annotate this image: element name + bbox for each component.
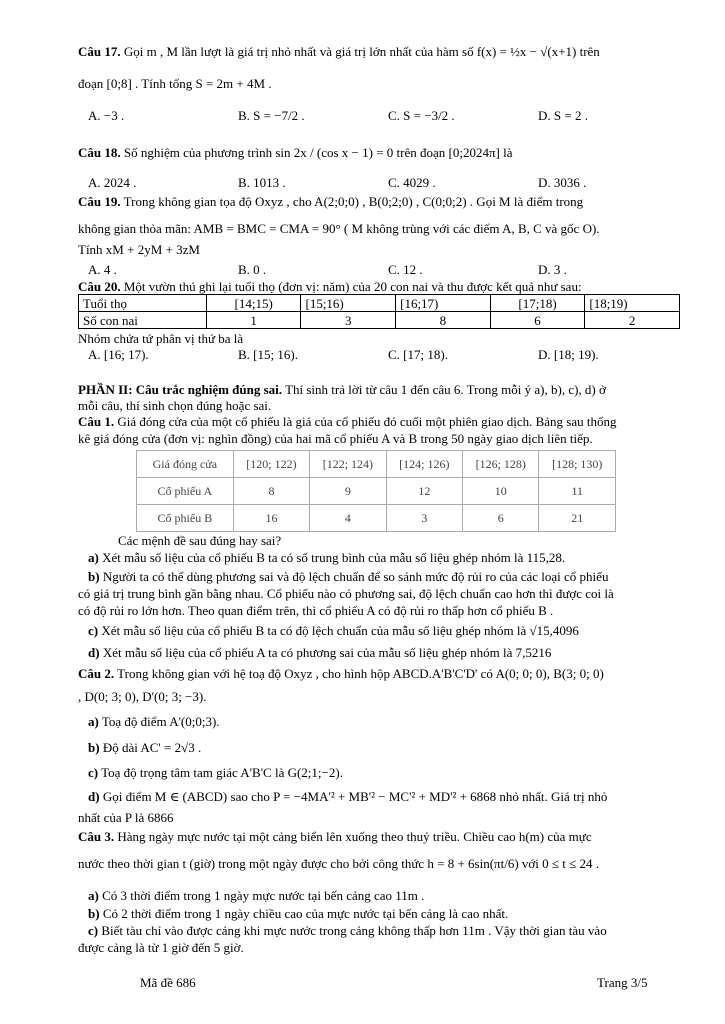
c3-item-c: c) Biết tàu chỉ vào được cảng khi mực nước trong cảng không thấp hơn 11m . Vậy thời gian tàu vào <box>88 923 607 938</box>
q20-table <box>78 294 680 329</box>
page-number: Trang 3/5 <box>597 975 648 990</box>
q19-option-b: B. 0 . <box>238 262 267 277</box>
q17-label: Câu 17. <box>78 44 121 59</box>
exam-code: Mã đề 686 <box>140 975 196 990</box>
q19-option-d: D. 3 . <box>538 262 567 277</box>
q18-stem: Câu 18. Số nghiệm của phương trình sin 2x / (cos x − 1) = 0 trên đoạn [0;2024π] là <box>78 145 513 160</box>
c1-stem2: kê giá đóng cửa (đơn vị: nghìn đồng) của hai mã cổ phiếu A và B trong 50 ngày giao dịch liên tiếp. <box>78 431 593 446</box>
q18-option-d: D. 3036 . <box>538 175 587 190</box>
q20-option-d: D. [18; 19). <box>538 347 599 362</box>
q17-stem: Câu 17. Gọi m , M lần lượt là giá trị nhỏ nhất và giá trị lớn nhất của hàm số f(x) = ½x − √(x+1) trên <box>78 44 600 59</box>
q20-label: Câu 20. <box>78 279 121 294</box>
q20-option-a: A. [16; 17). <box>88 347 149 362</box>
c1-item-b-line2: có giá trị trung bình gần bằng nhau. Cổ phiếu nào có phương sai, độ lệch chuẩn cao hơn thì được coi là <box>78 586 614 601</box>
q17-option-d: D. S = 2 . <box>538 108 588 123</box>
c1-item-b-line3: có độ rủi ro lớn hơn. Theo quan điểm trên, thì cổ phiếu A có độ rủi ro thấp hơn cổ phiếu B . <box>78 603 554 618</box>
c1-item-b: b) Người ta có thể dùng phương sai và độ lệch chuẩn để so sánh mức độ rủi ro của các loại cổ phiếu <box>88 569 609 584</box>
table-row: Giá đóng cửa [120; 122) [122; 124) [124; 126) [126; 128) [128; 130) <box>137 451 616 478</box>
c2-item-a: a) Toạ độ điểm A'(0;0;3). <box>88 714 220 729</box>
c3-label: Câu 3. <box>78 829 115 844</box>
c2-item-d-line2: nhất của P là 6866 <box>78 810 174 825</box>
c1-ask: Các mệnh đề sau đúng hay sai? <box>118 533 282 548</box>
c3-stem: Câu 3. Hàng ngày mực nước tại một cảng biển lên xuống theo thuỷ triều. Chiều cao h(m) của mực <box>78 829 592 844</box>
q19-stem2: không gian thỏa mãn: AMB = BMC = CMA = 90° ( M không trùng với các điểm A, B, C và gốc O). <box>78 221 600 236</box>
part2-heading: PHẦN II: Câu trắc nghiệm đúng sai. Thí sinh trả lời từ câu 1 đến câu 6. Trong mỗi ý a), b), c), d) ở <box>78 382 606 397</box>
q19-option-a: A. 4 . <box>88 262 117 277</box>
q20-option-b: B. [15; 16). <box>238 347 298 362</box>
c1-item-c: c) Xét mẫu số liệu của cổ phiếu B ta có độ lệch chuẩn của mẫu số liệu ghép nhóm là √15,4096 <box>88 623 579 638</box>
c3-item-c-line2: được cảng là từ 1 giờ đến 5 giờ. <box>78 940 244 955</box>
q19-option-c: C. 12 . <box>388 262 423 277</box>
q20-option-c: C. [17; 18). <box>388 347 448 362</box>
table-row: Số con nai 1 3 8 6 2 <box>79 312 680 329</box>
c2-label: Câu 2. <box>78 666 115 681</box>
c2-stem2: , D(0; 3; 0), D'(0; 3; −3). <box>78 689 207 704</box>
c2-stem: Câu 2. Trong không gian với hệ toạ độ Oxyz , cho hình hộp ABCD.A'B'C'D' có A(0; 0; 0), B(3; 0; 0) <box>78 666 604 681</box>
q17-option-a: A. −3 . <box>88 108 125 123</box>
c3-item-a: a) Có 3 thời điểm trong 1 ngày mực nước tại bến cảng cao 11m . <box>88 888 425 903</box>
c1-item-a: a) Xét mẫu số liệu của cổ phiếu B ta có số trung bình của mẫu số liệu ghép nhóm là 115,28. <box>88 550 566 565</box>
q18-label: Câu 18. <box>78 145 121 160</box>
q20-stem: Câu 20. Một vườn thú ghi lại tuổi thọ (đơn vị: năm) của 20 con nai và thu được kết quả như sau: <box>78 279 582 294</box>
q20-after: Nhóm chứa tứ phân vị thứ ba là <box>78 331 244 346</box>
q17-stem2: đoạn [0;8] . Tính tổng S = 2m + 4M . <box>78 76 272 91</box>
q18-option-a: A. 2024 . <box>88 175 137 190</box>
table-row: Tuổi thọ [14;15) [15;16) [16;17) [17;18) [18;19) <box>79 295 680 312</box>
part2-intro2: mỗi câu, thí sinh chọn đúng hoặc sai. <box>78 398 272 413</box>
q19-stem: Câu 19. Trong không gian tọa độ Oxyz , cho A(2;0;0) , B(0;2;0) , C(0;0;2) . Gọi M là điểm trong <box>78 194 584 209</box>
c1-table <box>136 450 616 532</box>
c2-item-c: c) Toạ độ trọng tâm tam giác A'B'C là G(2;1;−2). <box>88 765 343 780</box>
q19-stem3: Tính xM + 2yM + 3zM <box>78 242 200 257</box>
c3-item-b: b) Có 2 thời điểm trong 1 ngày chiều cao của mực nước tại bến cảng là cao nhất. <box>88 906 509 921</box>
q19-label: Câu 19. <box>78 194 121 209</box>
table-row: Cổ phiếu A 8 9 12 10 11 <box>137 478 616 505</box>
q17-option-c: C. S = −3/2 . <box>388 108 455 123</box>
q17-option-b: B. S = −7/2 . <box>238 108 305 123</box>
table-row: Cổ phiếu B 16 4 3 6 21 <box>137 505 616 532</box>
q18-option-c: C. 4029 . <box>388 175 436 190</box>
q18-option-b: B. 1013 . <box>238 175 286 190</box>
c1-label: Câu 1. <box>78 414 115 429</box>
c1-stem: Câu 1. Giá đóng cửa của một cổ phiếu là giá của cổ phiếu đó cuối một phiên giao dịch. Bảng sau thống <box>78 414 617 429</box>
c2-item-b: b) Độ dài AC' = 2√3 . <box>88 740 202 755</box>
c2-item-d: d) Gọi điểm M ∈ (ABCD) sao cho P = −4MA'² + MB'² − MC'² + MD'² + 6868 nhỏ nhất. Giá trị nhỏ <box>88 789 608 804</box>
c1-item-d: d) Xét mẫu số liệu của cổ phiếu A ta có phương sai của mẫu số liệu ghép nhóm là 7,5216 <box>88 645 552 660</box>
c3-stem2: nước theo thời gian t (giờ) trong một ngày được cho bởi công thức h = 8 + 6sin(πt/6) với 0 ≤ t ≤ 24 . <box>78 856 600 871</box>
